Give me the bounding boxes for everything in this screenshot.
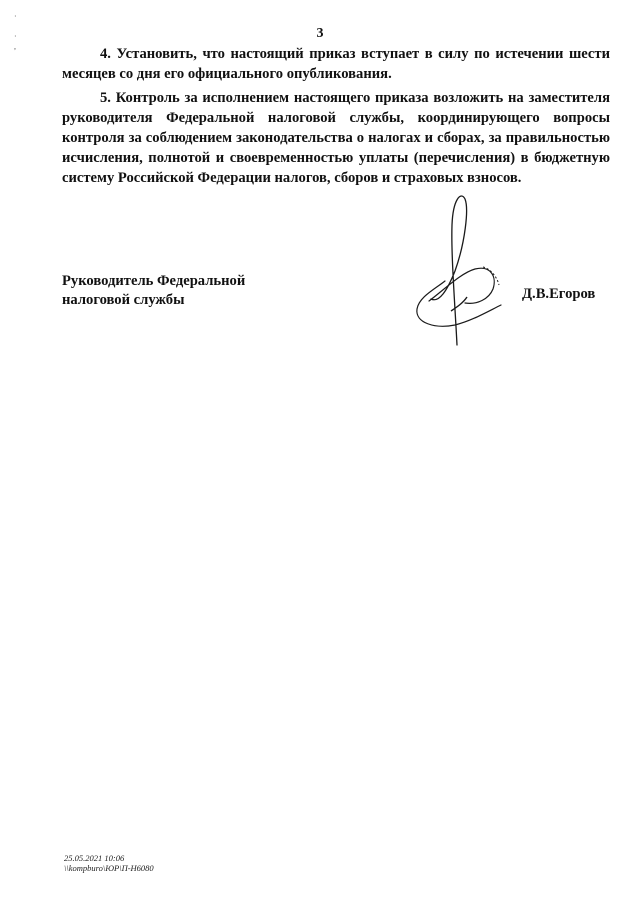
signer-name: Д.В.Егоров xyxy=(522,286,596,302)
signer-title-line1: Руководитель Федеральной xyxy=(62,273,246,289)
footer-stamp xyxy=(64,853,154,873)
signer-title-line2: налоговой службы xyxy=(62,292,185,308)
footer-timestamp: 25.05.2021 10:06 xyxy=(64,853,125,863)
page-number: 3 xyxy=(316,26,324,41)
handwritten-signature-icon xyxy=(405,185,525,350)
paragraph-5: 5. Контроль за исполнением настоящего приказа возложить на заместителя руководителя Федеральной налоговой службы, координирующего вопросы контроля за соблюдением законодательства о налогах и сборах, за правильностью исчисления, полнотой и своевременностью уплаты (перечисления) в бюджетную систему Российской Федерации налогов, сборов и страховых взносов. xyxy=(62,90,610,186)
footer-reference: \\kompburo\ЮР\П-Н6080 xyxy=(64,863,154,873)
signer-title xyxy=(62,272,245,310)
document-body xyxy=(62,44,610,192)
margin-specks: · · , xyxy=(14,12,17,51)
paragraph-4: 4. Установить, что настоящий приказ вступает в силу по истечении шести месяцев со дня его официального опубликования. xyxy=(62,46,610,82)
